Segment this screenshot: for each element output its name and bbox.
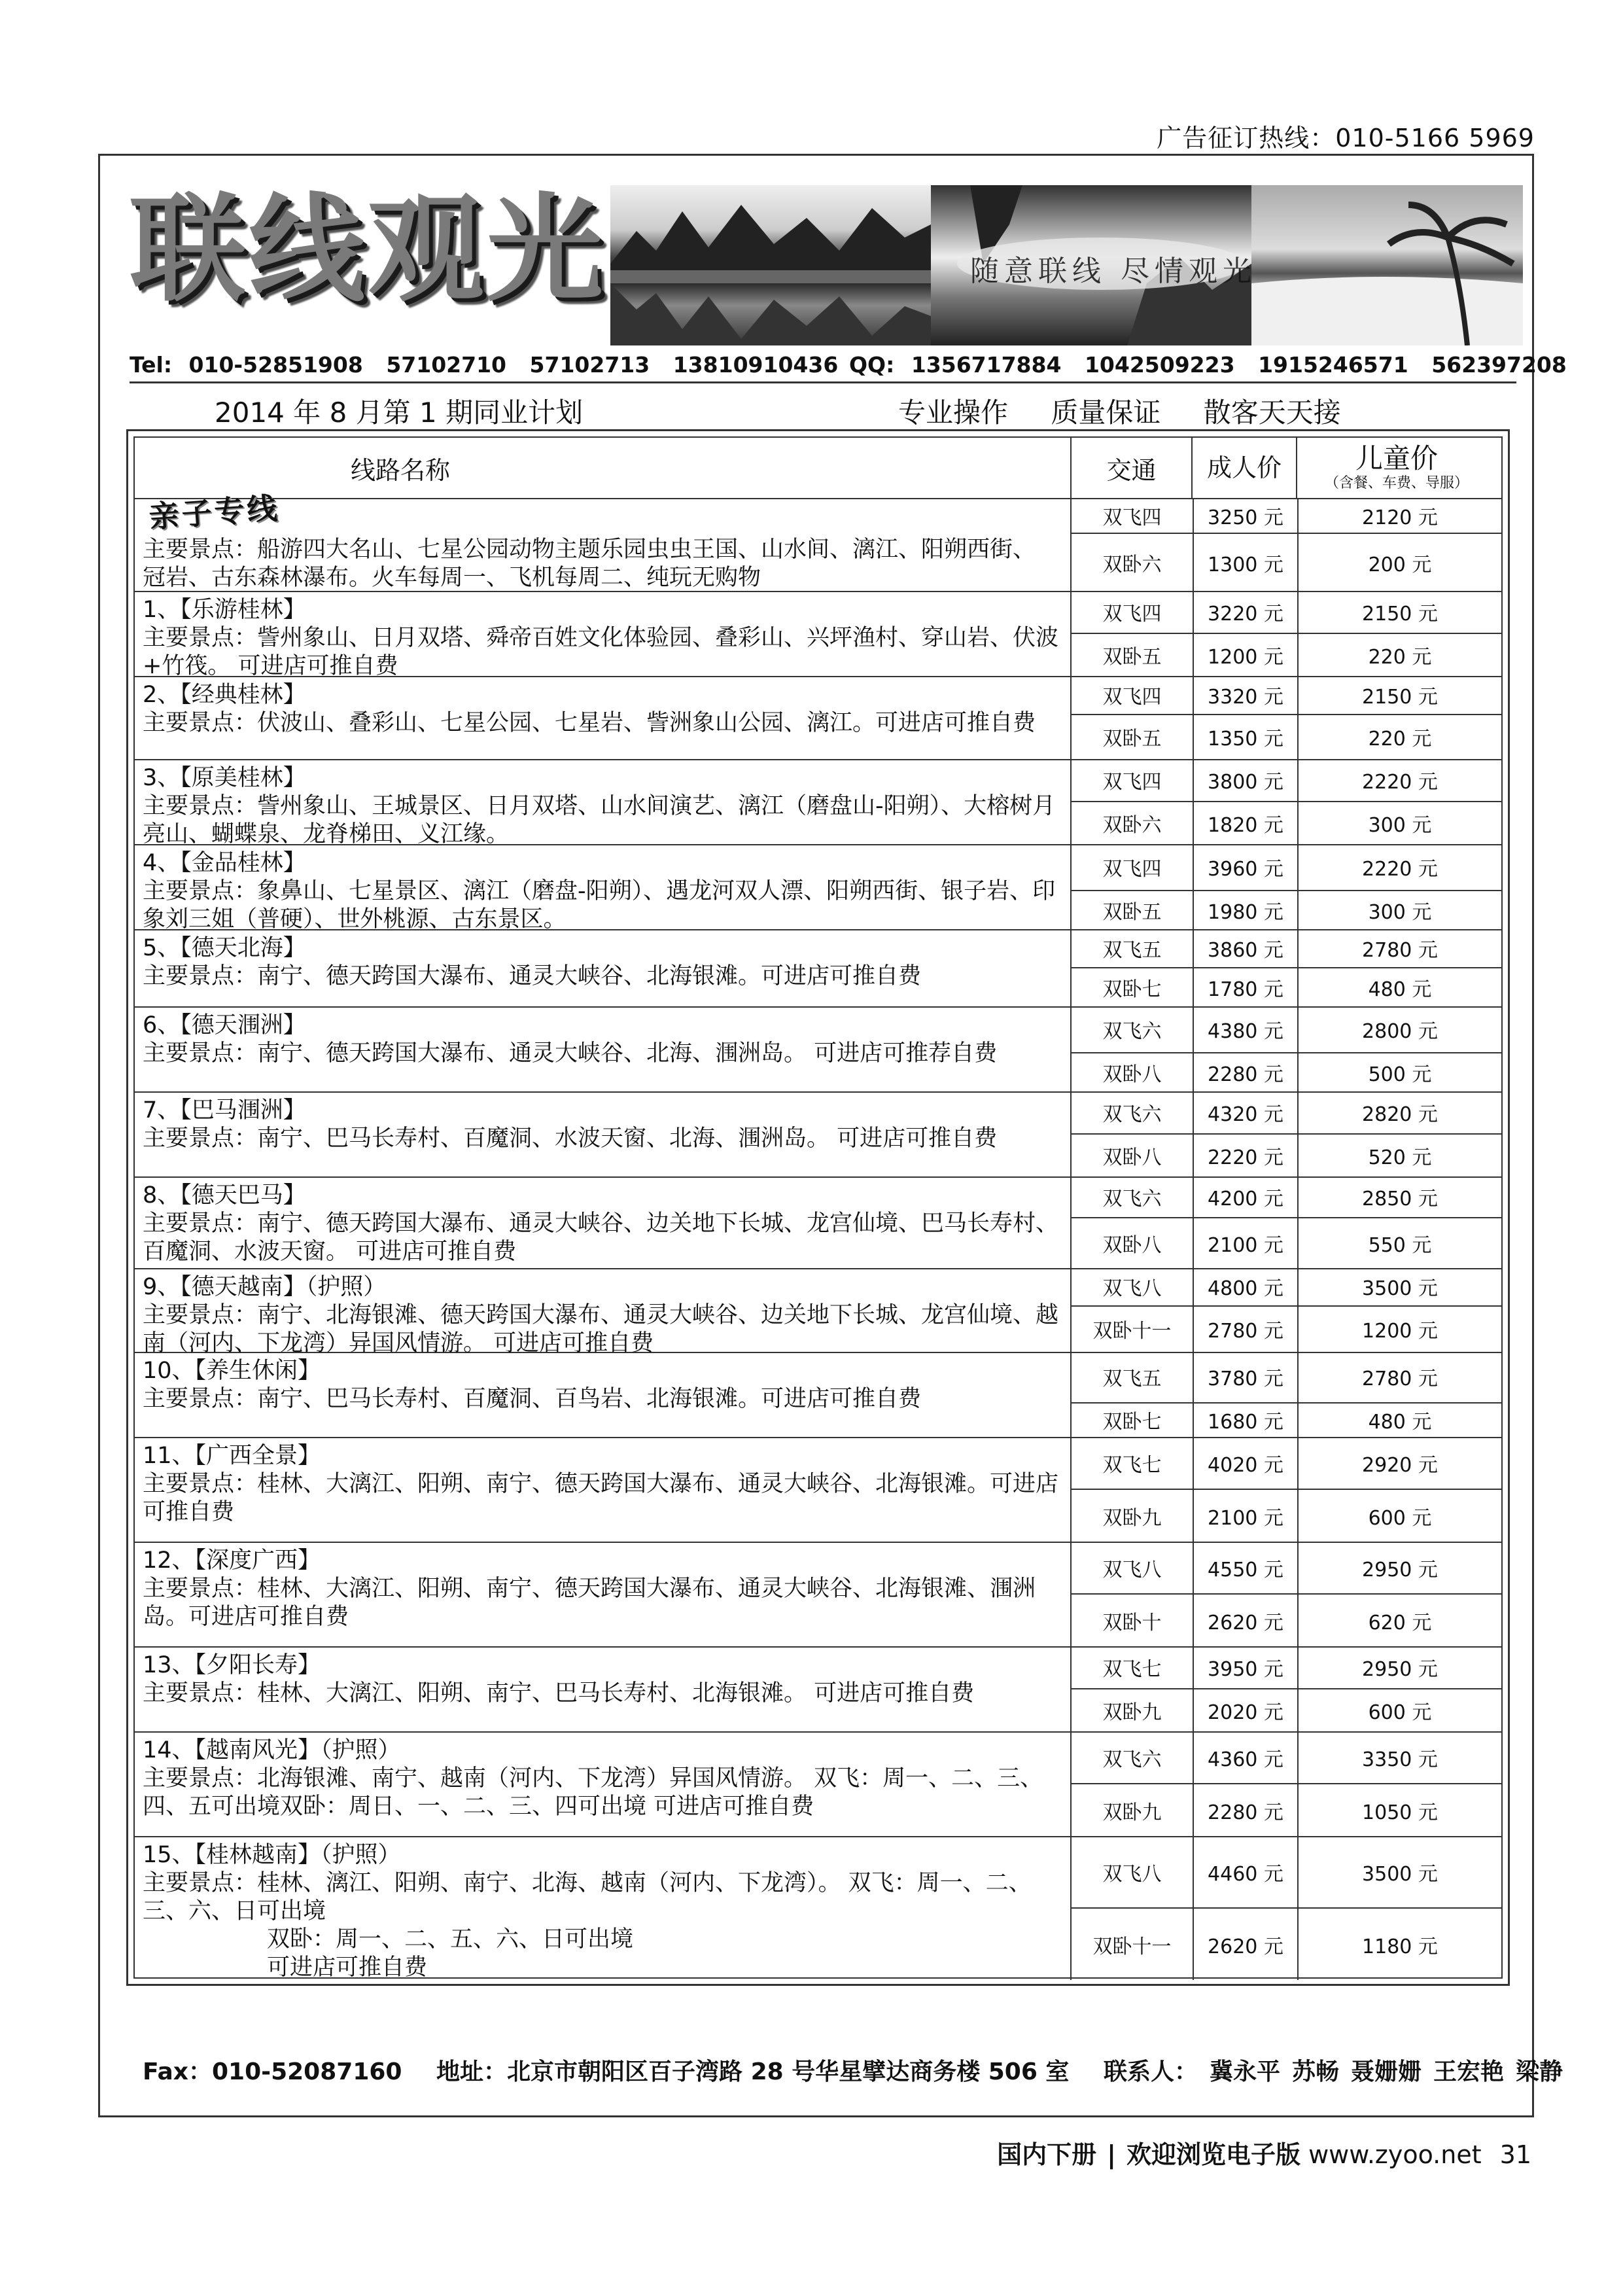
adult-price-cell: 2780 元 bbox=[1193, 1307, 1297, 1352]
qq-number: 1915246571 bbox=[1258, 352, 1408, 378]
route-cell bbox=[135, 844, 1070, 932]
price-option-row bbox=[1070, 1593, 1501, 1646]
route-description: 主要景点：南宁、巴马长寿村、百魔洞、百鸟岩、北海银滩。可进店可推自费 bbox=[143, 1386, 922, 1412]
traffic-cell: 双飞四 bbox=[1102, 603, 1162, 626]
route-cell bbox=[135, 676, 1070, 759]
price-option-row bbox=[1070, 633, 1501, 676]
child-price-cell: 3500 元 bbox=[1297, 1836, 1501, 1907]
route-table bbox=[126, 429, 1510, 1986]
price-option-row bbox=[1070, 1437, 1501, 1489]
route-cell bbox=[135, 1646, 1070, 1731]
child-price-cell: 300 元 bbox=[1297, 802, 1501, 844]
adult-price-cell: 2620 元 bbox=[1193, 1595, 1297, 1646]
route-description: 主要景点：南宁、德天跨国大瀑布、通灵大峡谷、北海、涠洲岛。 可进店可推荐自费 bbox=[143, 1040, 998, 1067]
child-price-cell: 2150 元 bbox=[1297, 676, 1501, 714]
route-title: 6、【德天涠洲】 bbox=[143, 1012, 306, 1038]
tel-number: 010-52851908 bbox=[188, 352, 363, 378]
price-options bbox=[1070, 498, 1501, 591]
traffic-cell: 双飞六 bbox=[1102, 1188, 1162, 1211]
traffic-cell: 双飞八 bbox=[1102, 1862, 1162, 1886]
contact-name: 冀永平 bbox=[1209, 2058, 1280, 2085]
child-price-cell: 2950 元 bbox=[1297, 1646, 1501, 1688]
price-option-row bbox=[1070, 1542, 1501, 1593]
route-description: 主要景点：伏波山、叠彩山、七星公园、七星岩、訾洲象山公园、漓江。可进店可推自费 bbox=[143, 710, 1036, 736]
route-description: 主要景点：桂林、大漓江、阳朔、南宁、德天跨国大瀑布、通灵大峡谷、北海银滩、涠洲岛。可进店可推自费 bbox=[143, 1576, 1036, 1630]
route-description: 主要景点：訾州象山、王城景区、日月双塔、山水间演艺、漓江（磨盘山-阳朔）、大榕树月亮山、蝴蝶泉、龙脊梯田、义江缘。 bbox=[143, 793, 1056, 847]
price-options bbox=[1070, 1176, 1501, 1268]
price-option-row bbox=[1070, 714, 1501, 760]
traffic-cell: 双飞七 bbox=[1102, 1658, 1162, 1681]
qq-number: 562397208 bbox=[1431, 352, 1567, 378]
child-price-cell: 2850 元 bbox=[1297, 1176, 1501, 1217]
price-option-row bbox=[1070, 1052, 1501, 1091]
footer bbox=[143, 2053, 1601, 2087]
traffic-cell: 双卧五 bbox=[1102, 646, 1162, 669]
adult-price-cell: 3780 元 bbox=[1193, 1352, 1297, 1402]
traffic-cell: 双飞四 bbox=[1102, 506, 1162, 529]
route-row bbox=[135, 1176, 1501, 1269]
child-price-cell: 220 元 bbox=[1297, 715, 1501, 760]
route-description: 主要景点：桂林、大漓江、阳朔、南宁、德天跨国大瀑布、通灵大峡谷、北海银滩。可进店可推自费 bbox=[143, 1471, 1059, 1525]
route-row bbox=[135, 1352, 1501, 1438]
beach-palm-photo bbox=[1251, 185, 1523, 345]
route-title: 12、【深度广西】 bbox=[143, 1547, 321, 1574]
contact-name: 聂姗姗 bbox=[1351, 2058, 1422, 2085]
adult-price-cell: 2280 元 bbox=[1193, 1784, 1297, 1836]
child-price-cell: 480 元 bbox=[1297, 1404, 1501, 1437]
child-price-cell: 200 元 bbox=[1297, 534, 1501, 591]
adult-price-cell: 3800 元 bbox=[1193, 759, 1297, 801]
adult-price-cell: 1780 元 bbox=[1193, 968, 1297, 1006]
traffic-cell: 双卧八 bbox=[1102, 1063, 1162, 1087]
price-options bbox=[1070, 1731, 1501, 1836]
fax: Fax：010-52087160 bbox=[143, 2058, 402, 2085]
route-cell bbox=[135, 1437, 1070, 1542]
route-row bbox=[135, 1268, 1501, 1356]
route-row bbox=[135, 1542, 1501, 1648]
route-title: 3、【原美桂林】 bbox=[143, 765, 306, 791]
traffic-cell: 双卧五 bbox=[1102, 728, 1162, 751]
route-description: 主要景点：象鼻山、七星景区、漓江（磨盘-阳朔）、遇龙河双人漂、阳朔西街、银子岩、印象刘三姐（普硬）、世外桃源、古东景区。 bbox=[143, 878, 1056, 932]
route-title: 14、【越南风光】（护照） bbox=[143, 1737, 401, 1763]
route-cell bbox=[135, 1268, 1070, 1356]
child-price-cell: 300 元 bbox=[1297, 891, 1501, 929]
route-row bbox=[135, 1437, 1501, 1543]
child-price-cell: 3500 元 bbox=[1297, 1268, 1501, 1305]
child-price-cell: 2800 元 bbox=[1297, 1006, 1501, 1052]
route-row bbox=[135, 676, 1501, 760]
header-child bbox=[1296, 438, 1496, 498]
header-child-label: 儿童价 bbox=[1355, 442, 1438, 474]
route-title: 1、【乐游桂林】 bbox=[143, 597, 306, 623]
route-description: 主要景点：南宁、巴马长寿村、百魔洞、水波天窗、北海、涠洲岛。 可进店可推自费 bbox=[143, 1125, 998, 1152]
adult-price-cell: 1680 元 bbox=[1193, 1404, 1297, 1437]
traffic-cell: 双飞六 bbox=[1102, 1020, 1162, 1044]
route-row bbox=[135, 759, 1501, 845]
karst-mountains-photo bbox=[610, 185, 931, 345]
slogan: 专业操作 bbox=[898, 397, 1009, 429]
adult-price-cell: 2220 元 bbox=[1193, 1135, 1297, 1176]
traffic-cell: 双卧九 bbox=[1102, 1701, 1162, 1724]
price-option-row bbox=[1070, 1402, 1501, 1437]
route-cell bbox=[135, 929, 1070, 1006]
price-option-row bbox=[1070, 1176, 1501, 1217]
price-option-row bbox=[1070, 759, 1501, 801]
child-price-cell: 1180 元 bbox=[1297, 1909, 1501, 1980]
price-option-row bbox=[1070, 1731, 1501, 1783]
route-row bbox=[135, 1836, 1501, 1980]
route-description: 主要景点：訾州象山、日月双塔、舜帝百姓文化体验园、叠彩山、兴坪渔村、穿山岩、伏波+竹筏。 可进店可推自费 bbox=[143, 625, 1059, 679]
contact-name: 苏畅 bbox=[1292, 2058, 1340, 2085]
qq-label: QQ: bbox=[849, 352, 895, 378]
price-option-row bbox=[1070, 498, 1501, 533]
route-row bbox=[135, 1091, 1501, 1178]
route-cell bbox=[135, 1542, 1070, 1646]
adult-price-cell: 1820 元 bbox=[1193, 802, 1297, 844]
child-price-cell: 500 元 bbox=[1297, 1053, 1501, 1091]
route-row bbox=[135, 1006, 1501, 1093]
adult-price-cell: 3250 元 bbox=[1193, 498, 1297, 533]
traffic-cell: 双卧十一 bbox=[1092, 1320, 1172, 1343]
adult-price-cell: 3320 元 bbox=[1193, 676, 1297, 714]
price-options bbox=[1070, 1091, 1501, 1176]
traffic-cell: 双卧五 bbox=[1102, 901, 1162, 925]
adult-price-cell: 1300 元 bbox=[1193, 534, 1297, 591]
contact-line bbox=[130, 352, 1567, 383]
contacts-label: 联系人： bbox=[1103, 2058, 1198, 2085]
route-title: 11、【广西全景】 bbox=[143, 1443, 321, 1469]
route-title: 10、【养生休闲】 bbox=[143, 1358, 321, 1384]
price-option-row bbox=[1070, 1305, 1501, 1352]
price-options bbox=[1070, 759, 1501, 844]
price-option-row bbox=[1070, 1268, 1501, 1305]
route-row bbox=[135, 490, 1501, 592]
adult-price-cell: 4200 元 bbox=[1193, 1176, 1297, 1217]
child-price-cell: 620 元 bbox=[1297, 1595, 1501, 1646]
route-row bbox=[135, 591, 1501, 677]
child-price-cell: 480 元 bbox=[1297, 968, 1501, 1006]
child-price-cell: 2950 元 bbox=[1297, 1542, 1501, 1593]
qq-number: 1042509223 bbox=[1084, 352, 1235, 378]
tel-number: 57102713 bbox=[529, 352, 650, 378]
page-footer bbox=[997, 2134, 1531, 2170]
child-price-cell: 1200 元 bbox=[1297, 1307, 1501, 1352]
route-title: 5、【德天北海】 bbox=[143, 935, 306, 961]
adult-price-cell: 1980 元 bbox=[1193, 891, 1297, 929]
adult-price-cell: 4460 元 bbox=[1193, 1836, 1297, 1907]
child-price-cell: 520 元 bbox=[1297, 1135, 1501, 1176]
route-cell bbox=[135, 1836, 1070, 1980]
page-number: 31 bbox=[1499, 2140, 1531, 2169]
adult-price-cell: 1350 元 bbox=[1193, 715, 1297, 760]
adult-price-cell: 4380 元 bbox=[1193, 1006, 1297, 1052]
price-options bbox=[1070, 1268, 1501, 1352]
child-price-cell: 220 元 bbox=[1297, 634, 1501, 676]
route-note: 双卧：周一、二、五、六、日可出境 bbox=[267, 1926, 634, 1952]
slogan: 散客天天接 bbox=[1203, 397, 1341, 429]
adult-price-cell: 2280 元 bbox=[1193, 1053, 1297, 1091]
price-option-row bbox=[1070, 1646, 1501, 1688]
child-price-cell: 3350 元 bbox=[1297, 1731, 1501, 1783]
banner-caption: 随意联线 尽情观光 bbox=[970, 255, 1257, 288]
adult-price-cell: 2100 元 bbox=[1193, 1218, 1297, 1268]
header-route: 线路名称 bbox=[351, 455, 451, 485]
price-option-row bbox=[1070, 591, 1501, 633]
tel-label: Tel: bbox=[130, 352, 173, 378]
traffic-cell: 双卧九 bbox=[1102, 1506, 1162, 1530]
child-price-cell: 2220 元 bbox=[1297, 844, 1501, 890]
price-option-row bbox=[1070, 890, 1501, 929]
route-row bbox=[135, 1731, 1501, 1837]
child-price-cell: 2820 元 bbox=[1297, 1091, 1501, 1133]
logo: 联线观光 bbox=[130, 182, 606, 317]
price-option-row bbox=[1070, 1006, 1501, 1052]
price-option-row bbox=[1070, 1352, 1501, 1402]
traffic-cell: 双飞六 bbox=[1102, 1103, 1162, 1126]
child-price-cell: 2920 元 bbox=[1297, 1437, 1501, 1489]
price-option-row bbox=[1070, 929, 1501, 967]
route-cell bbox=[135, 1176, 1070, 1268]
traffic-cell: 双卧七 bbox=[1102, 1411, 1162, 1434]
route-title: 9、【德天越南】（护照） bbox=[143, 1274, 387, 1300]
price-options bbox=[1070, 591, 1501, 676]
adult-price-cell: 4800 元 bbox=[1193, 1268, 1297, 1305]
price-option-row bbox=[1070, 1688, 1501, 1731]
traffic-cell: 双飞六 bbox=[1102, 1748, 1162, 1771]
price-option-row bbox=[1070, 1783, 1501, 1836]
child-price-cell: 600 元 bbox=[1297, 1490, 1501, 1542]
adult-price-cell: 3220 元 bbox=[1193, 591, 1297, 633]
qq-group bbox=[849, 352, 1582, 378]
route-cell bbox=[135, 759, 1070, 847]
route-note: 可进店可推自费 bbox=[267, 1954, 428, 1981]
price-option-row bbox=[1070, 1489, 1501, 1542]
ad-frame bbox=[98, 154, 1567, 2117]
price-option-row bbox=[1070, 1217, 1501, 1268]
traffic-cell: 双卧六 bbox=[1102, 553, 1162, 576]
qq-number: 1356717884 bbox=[911, 352, 1062, 378]
address: 地址：北京市朝阳区百子湾路 28 号华星擘达商务楼 506 室 bbox=[436, 2058, 1070, 2085]
price-option-row bbox=[1070, 1836, 1501, 1907]
adult-price-cell: 3860 元 bbox=[1193, 929, 1297, 967]
contacts bbox=[1104, 2058, 1575, 2085]
price-option-row bbox=[1070, 1133, 1501, 1176]
price-options bbox=[1070, 1646, 1501, 1731]
adult-price-cell: 4360 元 bbox=[1193, 1731, 1297, 1783]
route-description: 主要景点：桂林、大漓江、阳朔、南宁、巴马长寿村、北海银滩。 可进店可推自费 bbox=[143, 1680, 975, 1706]
route-cell bbox=[135, 490, 1070, 591]
section-name: 国内下册 bbox=[997, 2140, 1097, 2169]
traffic-cell: 双卧八 bbox=[1102, 1234, 1162, 1258]
price-option-row bbox=[1070, 844, 1501, 890]
route-cell bbox=[135, 1731, 1070, 1836]
slogans bbox=[898, 391, 1375, 431]
route-title: 13、【夕阳长寿】 bbox=[143, 1652, 321, 1678]
route-description: 主要景点：北海银滩、南宁、越南（河内、下龙湾）异国风情游。 双飞：周一、二、三、四、五可出境双卧：周日、一、二、三、四可出境 可进店可推自费 bbox=[143, 1765, 1043, 1820]
price-options bbox=[1070, 1542, 1501, 1646]
traffic-cell: 双飞四 bbox=[1102, 771, 1162, 794]
price-option-row bbox=[1070, 1091, 1501, 1133]
price-options bbox=[1070, 929, 1501, 1006]
price-options bbox=[1070, 1006, 1501, 1091]
divider: | bbox=[1107, 2140, 1116, 2169]
route-cell bbox=[135, 1006, 1070, 1091]
route-description: 主要景点：桂林、漓江、阳朔、南宁、北海、越南（河内、下龙湾）。 双飞：周一、二、三、六、日可出境 bbox=[143, 1870, 1032, 1924]
route-cell bbox=[135, 1091, 1070, 1176]
price-options bbox=[1070, 1352, 1501, 1437]
adult-price-cell: 2620 元 bbox=[1193, 1909, 1297, 1980]
adult-price-cell: 4020 元 bbox=[1193, 1437, 1297, 1489]
ad-hotline: 广告征订热线：010-5166 5969 bbox=[1157, 124, 1535, 152]
slogan: 质量保证 bbox=[1051, 397, 1161, 429]
child-price-cell: 2780 元 bbox=[1297, 1352, 1501, 1402]
site-url: www.zyoo.net bbox=[1308, 2140, 1482, 2169]
adult-price-cell: 4320 元 bbox=[1193, 1091, 1297, 1133]
adult-price-cell: 2100 元 bbox=[1193, 1490, 1297, 1542]
traffic-cell: 双卧九 bbox=[1102, 1801, 1162, 1824]
route-cell bbox=[135, 591, 1070, 679]
traffic-cell: 双卧十一 bbox=[1092, 1935, 1172, 1958]
route-title: 15、【桂林越南】（护照） bbox=[143, 1842, 401, 1868]
header-adult: 成人价 bbox=[1191, 438, 1296, 498]
child-price-cell: 600 元 bbox=[1297, 1689, 1501, 1731]
route-description: 主要景点：船游四大名山、七星公园动物主题乐园虫虫王国、山水间、漓江、阳朔西街、 冠岩、古东森林瀑布。火车每周一、飞机每周二、纯玩无购物 bbox=[143, 537, 1036, 591]
special-line-badge: 亲子专线 bbox=[148, 490, 281, 535]
route-title: 8、【德天巴马】 bbox=[143, 1182, 306, 1209]
route-description: 主要景点：南宁、德天跨国大瀑布、通灵大峡谷、边关地下长城、龙宫仙境、巴马长寿村、百魔洞、水波天窗。 可进店可推自费 bbox=[143, 1210, 1059, 1265]
traffic-cell: 双飞八 bbox=[1102, 1277, 1162, 1301]
route-cell bbox=[135, 1352, 1070, 1437]
route-row bbox=[135, 1646, 1501, 1733]
price-options bbox=[1070, 844, 1501, 929]
traffic-cell: 双飞五 bbox=[1102, 939, 1162, 962]
child-price-cell: 2780 元 bbox=[1297, 929, 1501, 967]
header-child-note: （含餐、车费、导服） bbox=[1324, 475, 1469, 491]
tel-number: 57102710 bbox=[386, 352, 507, 378]
child-price-cell: 2220 元 bbox=[1297, 759, 1501, 801]
price-option-row bbox=[1070, 1907, 1501, 1980]
route-title: 2、【经典桂林】 bbox=[143, 682, 306, 708]
browse-text: 欢迎浏览电子版 bbox=[1126, 2140, 1300, 2169]
route-table-inner bbox=[133, 436, 1503, 1979]
route-title: 7、【巴马涠洲】 bbox=[143, 1097, 306, 1123]
header-traffic: 交通 bbox=[1070, 438, 1191, 498]
child-price-cell: 2120 元 bbox=[1297, 498, 1501, 533]
price-option-row bbox=[1070, 801, 1501, 844]
price-options bbox=[1070, 1437, 1501, 1542]
traffic-cell: 双飞五 bbox=[1102, 1368, 1162, 1391]
adult-price-cell: 2020 元 bbox=[1193, 1689, 1297, 1731]
child-price-cell: 1050 元 bbox=[1297, 1784, 1501, 1836]
contact-name: 王宏艳 bbox=[1433, 2058, 1505, 2085]
traffic-cell: 双卧十 bbox=[1102, 1611, 1162, 1634]
price-option-row bbox=[1070, 967, 1501, 1006]
child-price-cell: 2150 元 bbox=[1297, 591, 1501, 633]
price-option-row bbox=[1070, 533, 1501, 591]
traffic-cell: 双卧七 bbox=[1102, 978, 1162, 1001]
plan-title: 2014 年 8 月第 1 期同业计划 bbox=[215, 397, 584, 429]
adult-price-cell: 4550 元 bbox=[1193, 1542, 1297, 1593]
route-description: 主要景点：南宁、德天跨国大瀑布、通灵大峡谷、北海银滩。可进店可推自费 bbox=[143, 963, 922, 989]
child-price-cell: 550 元 bbox=[1297, 1218, 1501, 1268]
traffic-cell: 双飞四 bbox=[1102, 858, 1162, 881]
traffic-cell: 双飞八 bbox=[1102, 1558, 1162, 1581]
route-title: 4、【金品桂林】 bbox=[143, 850, 306, 876]
price-options bbox=[1070, 676, 1501, 759]
traffic-cell: 双飞七 bbox=[1102, 1453, 1162, 1477]
tel-number: 13810910436 bbox=[672, 352, 839, 378]
adult-price-cell: 3950 元 bbox=[1193, 1646, 1297, 1688]
adult-price-cell: 1200 元 bbox=[1193, 634, 1297, 676]
price-options bbox=[1070, 1836, 1501, 1980]
traffic-cell: 双卧八 bbox=[1102, 1146, 1162, 1169]
route-row bbox=[135, 844, 1501, 930]
adult-price-cell: 3960 元 bbox=[1193, 844, 1297, 890]
price-option-row bbox=[1070, 676, 1501, 714]
route-row bbox=[135, 929, 1501, 1008]
route-description: 主要景点：南宁、北海银滩、德天跨国大瀑布、通灵大峡谷、边关地下长城、龙宫仙境、越南（河内、下龙湾）异国风情游。 可进店可推自费 bbox=[143, 1302, 1059, 1356]
traffic-cell: 双卧六 bbox=[1102, 814, 1162, 837]
contact-name: 梁静 bbox=[1516, 2058, 1563, 2085]
banner-photos bbox=[610, 185, 1523, 345]
traffic-cell: 双飞四 bbox=[1102, 685, 1162, 709]
